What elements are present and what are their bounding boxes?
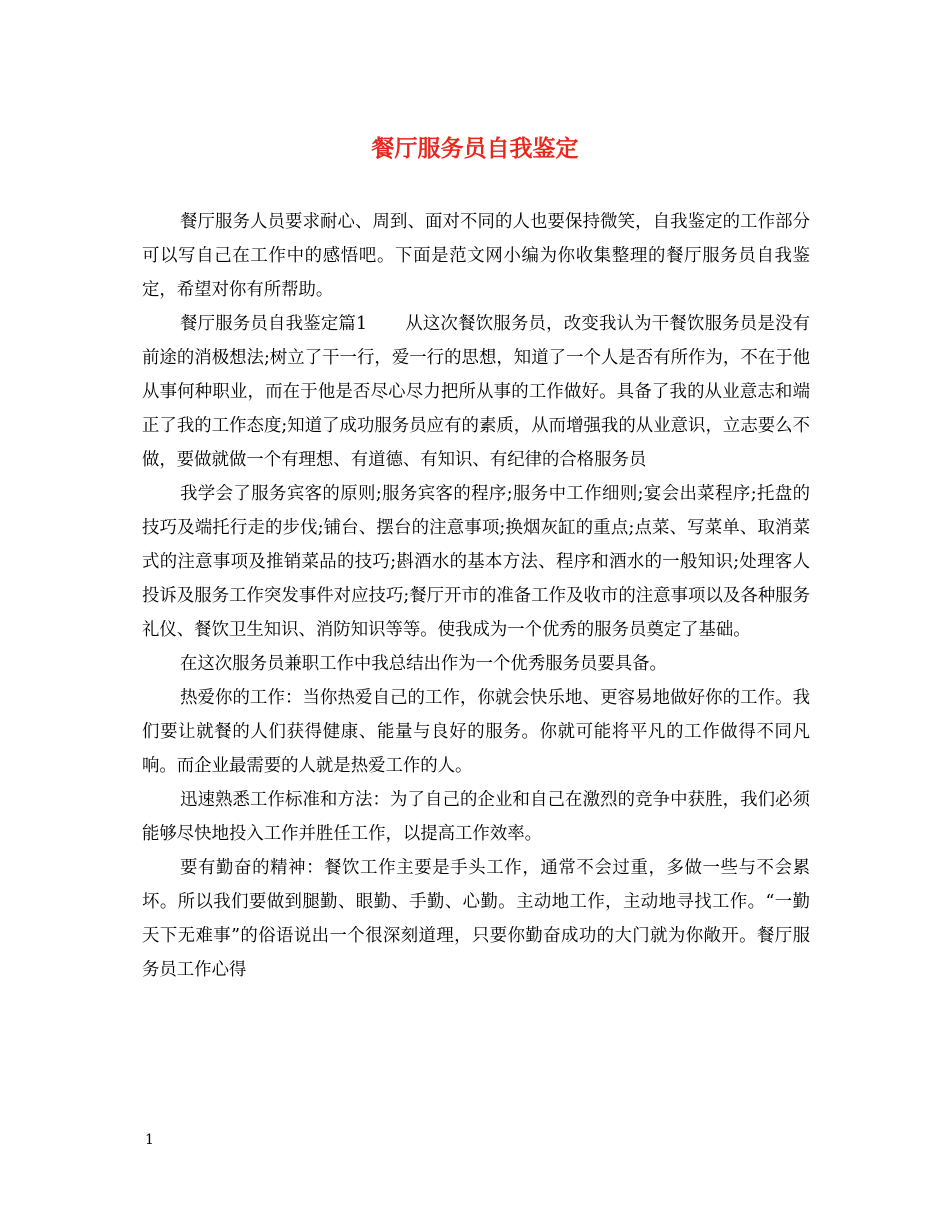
body-paragraph: 热爱你的工作：当你热爱自己的工作，你就会快乐地、更容易地做好你的工作。我们要让就餐的人们获得健康、能量与良好的服务。你就可能将平凡的工作做得不同凡响。而企业最需要的人就是热爱工作的人。 — [142, 688, 810, 776]
body-paragraph: 要有勤奋的精神：餐饮工作主要是手头工作，通常不会过重，多做一些与不会累坏。所以我们要做到腿勤、眼勤、手勤、心勤。主动地工作，主动地寻找工作。“一勤天下无难事”的俗语说出一个很深刻道理，只要你勤奋成功的大门就为你敞开。餐厅服务员工作心得 — [142, 858, 810, 980]
section-body-text: 从这次餐饮服务员，改变我认为干餐饮服务员是没有前途的消极想法;树立了干一行，爱一行的思想，知道了一个人是否有所作为，不在于他从事何种职业，而在于他是否尽心尽力把所从事的工作做好。具备了我的从业意志和端正了我的工作态度;知道了成功服务员应有的素质，从而增强我的从业意识，立志要么不做，要做就做一个有理想、有道德、有知识、有纪律的合格服务员 — [142, 314, 810, 470]
section-paragraph — [142, 307, 810, 477]
intro-paragraph: 餐厅服务人员要求耐心、周到、面对不同的人也要保持微笑，自我鉴定的工作部分可以写自己在工作中的感悟吧。下面是范文网小编为你收集整理的餐厅服务员自我鉴定，希望对你有所帮助。 — [142, 212, 810, 300]
body-paragraph: 在这次服务员兼职工作中我总结出作为一个优秀服务员要具备。 — [180, 654, 667, 674]
document-body — [142, 205, 810, 987]
body-paragraph: 迅速熟悉工作标准和方法：为了自己的企业和自己在激烈的竞争中获胜，我们必须能够尽快地投入工作并胜任工作，以提高工作效率。 — [142, 790, 810, 844]
section-heading: 餐厅服务员自我鉴定篇1 — [180, 314, 368, 334]
body-paragraph: 我学会了服务宾客的原则;服务宾客的程序;服务中工作细则;宴会出菜程序;托盘的技巧及端托行走的步伐;铺台、摆台的注意事项;换烟灰缸的重点;点菜、写菜单、取消菜式的注意事项及推销菜品的技巧;斟酒水的基本方法、程序和酒水的一般知识;处理客人投诉及服务工作突发事件对应技巧;餐厅开市的准备工作及收市的注意事项以及各种服务礼仪、餐饮卫生知识、消防知识等等。使我成为一个优秀的服务员奠定了基础。 — [142, 484, 810, 640]
document-title: 餐厅服务员自我鉴定 — [371, 135, 579, 162]
page-number: 1 — [145, 1132, 154, 1148]
